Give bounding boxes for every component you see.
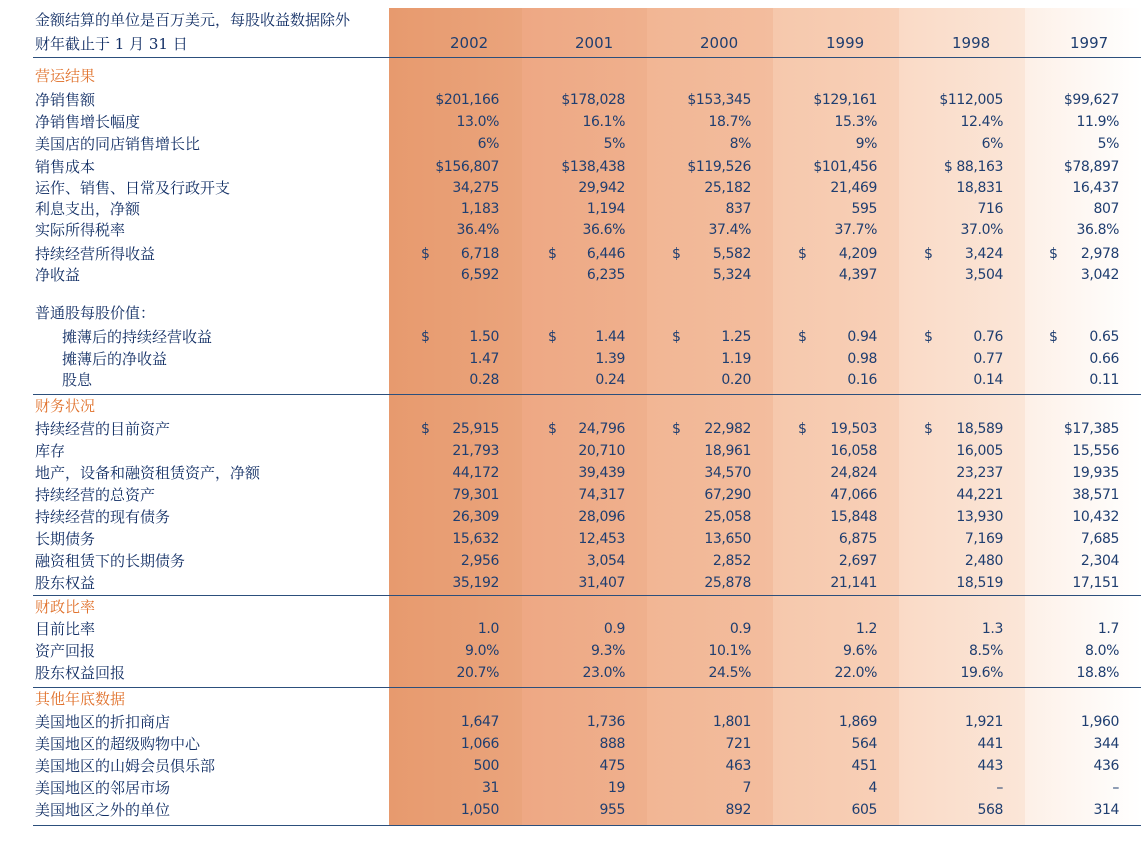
- row-label: 长期债务: [35, 530, 96, 548]
- table-row: [0, 178, 1148, 198]
- cell-value: 47,066: [830, 487, 877, 503]
- cell-value: 37.7%: [834, 222, 877, 238]
- table-row: [0, 619, 1148, 639]
- cell-value: 1.0: [477, 621, 499, 637]
- cell-value: 0.76: [973, 329, 1003, 345]
- cell-value: 1,960: [1080, 714, 1119, 730]
- cell-value: 18.8%: [1076, 665, 1119, 681]
- cell-value: $ 88,163: [943, 159, 1003, 175]
- cell-value: 21,469: [830, 180, 877, 196]
- currency-symbol: $: [1049, 246, 1058, 262]
- table-row: [0, 463, 1148, 483]
- rule-other-data: [33, 687, 1141, 688]
- currency-symbol: $: [548, 246, 557, 262]
- year-header-2001: 2001: [575, 34, 614, 52]
- rule-financial-ratios: [33, 595, 1141, 596]
- currency-symbol: $: [1049, 329, 1058, 345]
- row-label: 融资租赁下的长期债务: [35, 552, 186, 570]
- cell-value: 8%: [729, 136, 751, 152]
- cell-value: 34,275: [452, 180, 499, 196]
- cell-value: 721: [725, 736, 751, 752]
- row-label: 持续经营的总资产: [35, 486, 156, 504]
- cell-value: 28,096: [578, 509, 625, 525]
- cell-value: 314: [1093, 802, 1119, 818]
- row-label: 净收益: [35, 266, 81, 284]
- cell-value: 4: [868, 780, 877, 796]
- cell-value: 20,710: [578, 443, 625, 459]
- cell-value: $112,005: [939, 92, 1003, 108]
- year-header-2002: 2002: [450, 34, 489, 52]
- cell-value: 16.1%: [582, 114, 625, 130]
- cell-value: 463: [725, 758, 751, 774]
- row-label: 利息支出，净额: [35, 200, 141, 218]
- cell-value: 17,151: [1072, 575, 1119, 591]
- cell-value: 2,956: [460, 553, 499, 569]
- row-label: 持续经营的现有债务: [35, 508, 171, 526]
- cell-value: 595: [851, 201, 877, 217]
- row-label: 销售成本: [35, 158, 96, 176]
- header-note: 金额结算的单位是百万美元，每股收益数据除外: [35, 11, 351, 29]
- row-label: 股东权益回报: [35, 664, 126, 682]
- cell-value: 16,005: [956, 443, 1003, 459]
- cell-value: 1.19: [721, 351, 751, 367]
- table-row: [0, 641, 1148, 661]
- cell-value: $119,526: [687, 159, 751, 175]
- currency-symbol: $: [798, 246, 807, 262]
- cell-value: 31,407: [578, 575, 625, 591]
- cell-value: 1,801: [712, 714, 751, 730]
- cell-value: 15.3%: [834, 114, 877, 130]
- cell-value: 1.47: [469, 351, 499, 367]
- cell-value: 955: [599, 802, 625, 818]
- cell-value: 10.1%: [708, 643, 751, 659]
- table-row: [0, 134, 1148, 154]
- cell-value: 344: [1093, 736, 1119, 752]
- cell-value: 6,592: [460, 267, 499, 283]
- cell-value: 0.98: [847, 351, 877, 367]
- cell-value: 441: [977, 736, 1003, 752]
- table-row: [0, 778, 1148, 798]
- row-label: 股东权益: [35, 574, 96, 592]
- cell-value: 18,831: [956, 180, 1003, 196]
- cell-value: 19,503: [830, 421, 877, 437]
- cell-value: 0.28: [469, 372, 499, 388]
- row-label: 其他年底数据: [35, 690, 126, 708]
- cell-value: 21,793: [452, 443, 499, 459]
- row-label: 普通股每股价值：: [35, 304, 156, 322]
- cell-value: 6,718: [460, 246, 499, 262]
- row-label: 美国地区的折扣商店: [35, 713, 171, 731]
- cell-value: 10,432: [1072, 509, 1119, 525]
- cell-value: $178,028: [561, 92, 625, 108]
- cell-value: $138,438: [561, 159, 625, 175]
- cell-value: 0.11: [1089, 372, 1119, 388]
- table-row: [0, 551, 1148, 571]
- table-row: [0, 419, 1148, 439]
- cell-value: 9.0%: [465, 643, 499, 659]
- row-label: 持续经营的目前资产: [35, 420, 171, 438]
- cell-value: 19,935: [1072, 465, 1119, 481]
- row-label: 财政比率: [35, 598, 96, 616]
- cell-value: 18,519: [956, 575, 1003, 591]
- row-label: 摊薄后的净收益: [62, 350, 168, 368]
- cell-value: 16,058: [830, 443, 877, 459]
- subheading: [0, 303, 1148, 323]
- cell-value: 67,290: [704, 487, 751, 503]
- cell-value: 1.2: [855, 621, 877, 637]
- cell-value: –: [996, 780, 1003, 796]
- currency-symbol: $: [798, 329, 807, 345]
- table-row: [0, 756, 1148, 776]
- table-row: [0, 573, 1148, 593]
- row-label: 美国地区之外的单位: [35, 801, 171, 819]
- currency-symbol: $: [421, 246, 430, 262]
- year-header-2000: 2000: [700, 34, 739, 52]
- currency-symbol: $: [672, 246, 681, 262]
- cell-value: 7,685: [1080, 531, 1119, 547]
- cell-value: 0.24: [595, 372, 625, 388]
- rule-financial-position: [33, 394, 1141, 395]
- row-label: 营运结果: [35, 67, 96, 85]
- table-row: [0, 199, 1148, 219]
- cell-value: 0.16: [847, 372, 877, 388]
- currency-symbol: $: [672, 329, 681, 345]
- currency-symbol: $: [421, 329, 430, 345]
- cell-value: 9.3%: [591, 643, 625, 659]
- cell-value: 44,221: [956, 487, 1003, 503]
- cell-value: 7: [742, 780, 751, 796]
- currency-symbol: $: [924, 246, 933, 262]
- year-header-1998: 1998: [952, 34, 991, 52]
- cell-value: $17,385: [1063, 421, 1119, 437]
- cell-value: 31: [481, 780, 499, 796]
- table-row: [0, 112, 1148, 132]
- cell-value: 0.9: [729, 621, 751, 637]
- cell-value: 6%: [477, 136, 499, 152]
- cell-value: 39,439: [578, 465, 625, 481]
- cell-value: 716: [977, 201, 1003, 217]
- cell-value: 16,437: [1072, 180, 1119, 196]
- table-row: [0, 244, 1148, 264]
- cell-value: 18,589: [956, 421, 1003, 437]
- cell-value: 1,869: [838, 714, 877, 730]
- cell-value: 22.0%: [834, 665, 877, 681]
- cell-value: 1,194: [586, 201, 625, 217]
- cell-value: 2,697: [838, 553, 877, 569]
- cell-value: 18,961: [704, 443, 751, 459]
- table-row: [0, 529, 1148, 549]
- cell-value: 1.7: [1097, 621, 1119, 637]
- cell-value: $78,897: [1063, 159, 1119, 175]
- row-label: 摊薄后的持续经营收益: [62, 328, 213, 346]
- cell-value: 1.39: [595, 351, 625, 367]
- table-row: [0, 157, 1148, 177]
- cell-value: 24,824: [830, 465, 877, 481]
- currency-symbol: $: [548, 421, 557, 437]
- row-label: 地产，设备和融资租赁资产，净额: [35, 464, 261, 482]
- bottom-rule: [33, 825, 1141, 826]
- cell-value: 37.0%: [960, 222, 1003, 238]
- row-label: 资产回报: [35, 642, 96, 660]
- row-label: 库存: [35, 442, 66, 460]
- row-label: 财务状况: [35, 397, 96, 415]
- cell-value: 24,796: [578, 421, 625, 437]
- table-row: [0, 90, 1148, 110]
- cell-value: 25,878: [704, 575, 751, 591]
- cell-value: 892: [725, 802, 751, 818]
- currency-symbol: $: [924, 421, 933, 437]
- section-heading: [0, 396, 1148, 416]
- cell-value: 1,921: [964, 714, 1003, 730]
- cell-value: 36.4%: [456, 222, 499, 238]
- cell-value: $129,161: [813, 92, 877, 108]
- cell-value: 3,504: [964, 267, 1003, 283]
- row-label: 运作、销售、日常及行政开支: [35, 179, 231, 197]
- cell-value: 605: [851, 802, 877, 818]
- cell-value: $99,627: [1063, 92, 1119, 108]
- cell-value: 23,237: [956, 465, 1003, 481]
- cell-value: 3,424: [964, 246, 1003, 262]
- cell-value: 8.5%: [969, 643, 1003, 659]
- currency-symbol: $: [421, 421, 430, 437]
- cell-value: 2,480: [964, 553, 1003, 569]
- cell-value: 6,446: [586, 246, 625, 262]
- table-row: [0, 663, 1148, 683]
- row-label: 净销售增长幅度: [35, 113, 141, 131]
- cell-value: 3,054: [586, 553, 625, 569]
- cell-value: 19: [607, 780, 625, 796]
- cell-value: 3,042: [1080, 267, 1119, 283]
- cell-value: 0.94: [847, 329, 877, 345]
- fiscal-year-label: 财年截止于 1 月 31 日: [35, 35, 188, 53]
- row-label: 股息: [62, 371, 93, 389]
- currency-symbol: $: [548, 329, 557, 345]
- table-row: [0, 485, 1148, 505]
- cell-value: 807: [1093, 201, 1119, 217]
- cell-value: 0.66: [1089, 351, 1119, 367]
- cell-value: 2,852: [712, 553, 751, 569]
- cell-value: 436: [1093, 758, 1119, 774]
- cell-value: 5%: [1097, 136, 1119, 152]
- cell-value: 451: [851, 758, 877, 774]
- row-label: 美国店的同店销售增长比: [35, 135, 201, 153]
- cell-value: 500: [473, 758, 499, 774]
- cell-value: 25,058: [704, 509, 751, 525]
- year-header-1997: 1997: [1070, 34, 1109, 52]
- cell-value: 9%: [855, 136, 877, 152]
- cell-value: 1.3: [981, 621, 1003, 637]
- cell-value: 79,301: [452, 487, 499, 503]
- cell-value: 2,304: [1080, 553, 1119, 569]
- cell-value: –: [1112, 780, 1119, 796]
- cell-value: 25,915: [452, 421, 499, 437]
- cell-value: 0.20: [721, 372, 751, 388]
- cell-value: 1.50: [469, 329, 499, 345]
- cell-value: 8.0%: [1085, 643, 1119, 659]
- table-row: [0, 712, 1148, 732]
- cell-value: 4,397: [838, 267, 877, 283]
- cell-value: 19.6%: [960, 665, 1003, 681]
- cell-value: 74,317: [578, 487, 625, 503]
- cell-value: 37.4%: [708, 222, 751, 238]
- cell-value: 21,141: [830, 575, 877, 591]
- cell-value: $101,456: [813, 159, 877, 175]
- cell-value: 22,982: [704, 421, 751, 437]
- cell-value: 568: [977, 802, 1003, 818]
- table-row: [0, 800, 1148, 820]
- cell-value: 1,647: [460, 714, 499, 730]
- cell-value: $201,166: [435, 92, 499, 108]
- table-row: [0, 327, 1148, 347]
- table-row: [0, 349, 1148, 369]
- cell-value: 0.77: [973, 351, 1003, 367]
- table-row: [0, 220, 1148, 240]
- cell-value: $156,807: [435, 159, 499, 175]
- row-label: 美国地区的山姆会员俱乐部: [35, 757, 216, 775]
- row-label: 实际所得税率: [35, 221, 126, 239]
- cell-value: 888: [599, 736, 625, 752]
- cell-value: 15,848: [830, 509, 877, 525]
- cell-value: 4,209: [838, 246, 877, 262]
- cell-value: 1,183: [460, 201, 499, 217]
- cell-value: 34,570: [704, 465, 751, 481]
- cell-value: 1,066: [460, 736, 499, 752]
- year-header-1999: 1999: [826, 34, 865, 52]
- cell-value: 38,571: [1072, 487, 1119, 503]
- cell-value: 11.9%: [1076, 114, 1119, 130]
- cell-value: 24.5%: [708, 665, 751, 681]
- currency-symbol: $: [798, 421, 807, 437]
- cell-value: 26,309: [452, 509, 499, 525]
- header-rule: [33, 57, 1141, 58]
- cell-value: 18.7%: [708, 114, 751, 130]
- table-row: [0, 734, 1148, 754]
- section-heading: [0, 689, 1148, 709]
- table-row: [0, 441, 1148, 461]
- cell-value: 5%: [603, 136, 625, 152]
- cell-value: 1.44: [595, 329, 625, 345]
- cell-value: 36.6%: [582, 222, 625, 238]
- table-row: [0, 370, 1148, 390]
- cell-value: 5,582: [712, 246, 751, 262]
- cell-value: 35,192: [452, 575, 499, 591]
- cell-value: 6,875: [838, 531, 877, 547]
- cell-value: 25,182: [704, 180, 751, 196]
- cell-value: 29,942: [578, 180, 625, 196]
- cell-value: 9.6%: [843, 643, 877, 659]
- cell-value: 2,978: [1080, 246, 1119, 262]
- cell-value: 1,736: [586, 714, 625, 730]
- cell-value: 0.14: [973, 372, 1003, 388]
- cell-value: 6%: [981, 136, 1003, 152]
- cell-value: 13,650: [704, 531, 751, 547]
- cell-value: 23.0%: [582, 665, 625, 681]
- cell-value: 443: [977, 758, 1003, 774]
- cell-value: 5,324: [712, 267, 751, 283]
- row-label: 持续经营所得收益: [35, 245, 156, 263]
- cell-value: 15,632: [452, 531, 499, 547]
- currency-symbol: $: [924, 329, 933, 345]
- cell-value: 7,169: [964, 531, 1003, 547]
- cell-value: 20.7%: [456, 665, 499, 681]
- cell-value: 1.25: [721, 329, 751, 345]
- cell-value: 12,453: [578, 531, 625, 547]
- cell-value: $153,345: [687, 92, 751, 108]
- cell-value: 475: [599, 758, 625, 774]
- cell-value: 44,172: [452, 465, 499, 481]
- currency-symbol: $: [672, 421, 681, 437]
- cell-value: 13.0%: [456, 114, 499, 130]
- cell-value: 13,930: [956, 509, 1003, 525]
- cell-value: 12.4%: [960, 114, 1003, 130]
- row-label: 美国地区的邻居市场: [35, 779, 171, 797]
- cell-value: 36.8%: [1076, 222, 1119, 238]
- cell-value: 837: [725, 201, 751, 217]
- section-heading: [0, 597, 1148, 617]
- row-label: 净销售额: [35, 91, 96, 109]
- table-row: [0, 265, 1148, 285]
- cell-value: 15,556: [1072, 443, 1119, 459]
- cell-value: 1,050: [460, 802, 499, 818]
- cell-value: 6,235: [586, 267, 625, 283]
- cell-value: 0.9: [603, 621, 625, 637]
- cell-value: 0.65: [1089, 329, 1119, 345]
- row-label: 美国地区的超级购物中心: [35, 735, 201, 753]
- table-row: [0, 507, 1148, 527]
- row-label: 目前比率: [35, 620, 96, 638]
- section-heading: [0, 66, 1148, 86]
- cell-value: 564: [851, 736, 877, 752]
